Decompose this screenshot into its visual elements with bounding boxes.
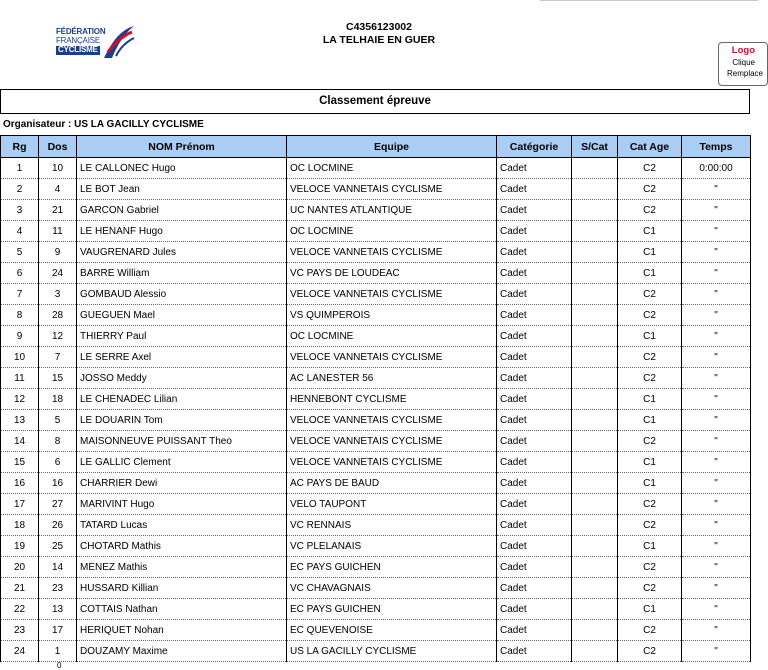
cell-nom: GOMBAUD Alessio [77,284,287,305]
cell-equipe: VC RENNAIS [287,515,497,536]
cell-rg: 5 [1,242,39,263]
col-categorie: Catégorie [497,136,572,158]
cell-categorie: Cadet [497,431,572,452]
cell-rg: 2 [1,179,39,200]
cell-temps: " [682,284,751,305]
cell-categorie: Cadet [497,263,572,284]
cell-categorie: Cadet [497,389,572,410]
cell-temps: " [682,410,751,431]
cell-dos: 5 [39,410,77,431]
cell-scat [572,221,618,242]
cell-scat [572,557,618,578]
cell-rg: 9 [1,326,39,347]
cell-nom: DOUZAMY Maxime [77,641,287,662]
cell-scat [572,494,618,515]
cell-equipe: VELOCE VANNETAIS CYCLISME [287,452,497,473]
cell-equipe: VELO TAUPONT [287,494,497,515]
cell-dos: 16 [39,473,77,494]
table-row [1,263,751,284]
cell-categorie: Cadet [497,221,572,242]
cell-dos: 13 [39,599,77,620]
col-rg: Rg [1,136,39,158]
cell-catage: C2 [618,494,682,515]
cell-dos: 1 [39,641,77,662]
cell-temps: " [682,347,751,368]
cell-nom: LE HENANF Hugo [77,221,287,242]
cell-catage: C2 [618,284,682,305]
cell-scat [572,326,618,347]
cell-rg: 17 [1,494,39,515]
cell-equipe: AC LANESTER 56 [287,368,497,389]
cell-catage: C1 [618,452,682,473]
cell-categorie: Cadet [497,536,572,557]
cell-equipe: VS QUIMPEROIS [287,305,497,326]
cell-rg: 1 [1,158,39,179]
cell-temps: " [682,221,751,242]
cell-equipe: HENNEBONT CYCLISME [287,389,497,410]
cell-catage: C2 [618,200,682,221]
cell-catage: C2 [618,431,682,452]
cell-temps: " [682,494,751,515]
cell-dos: 10 [39,158,77,179]
cell-catage: C1 [618,389,682,410]
cell-categorie: Cadet [497,515,572,536]
table-row [1,158,751,179]
cell-scat [572,536,618,557]
organizer-line: Organisateur : US LA GACILLY CYCLISME [3,119,204,130]
cell-scat [572,452,618,473]
cell-dos: 27 [39,494,77,515]
cell-dos: 23 [39,578,77,599]
cell-equipe: VELOCE VANNETAIS CYCLISME [287,410,497,431]
cell-catage: C1 [618,536,682,557]
cell-nom: LE SERRE Axel [77,347,287,368]
cell-nom: THIERRY Paul [77,326,287,347]
cell-categorie: Cadet [497,452,572,473]
cell-scat [572,263,618,284]
cell-equipe: OC LOCMINE [287,221,497,242]
cell-scat [572,347,618,368]
cell-scat [572,620,618,641]
cell-temps: " [682,305,751,326]
cell-nom: GUEGUEN Mael [77,305,287,326]
cell-catage: C2 [618,515,682,536]
cell-dos: 17 [39,620,77,641]
cell-nom: LE CHENADEC Lilian [77,389,287,410]
table-row [1,200,751,221]
cell-temps: " [682,200,751,221]
cell-catage: C1 [618,410,682,431]
table-row [1,578,751,599]
cell-catage: C2 [618,620,682,641]
cell-temps: " [682,578,751,599]
cell-equipe: VELOCE VANNETAIS CYCLISME [287,347,497,368]
logo-line-1: FÉDÉRATION [56,27,106,36]
cell-temps: " [682,536,751,557]
cell-nom: BARRE William [77,263,287,284]
col-catage: Cat Age [618,136,682,158]
cell-rg: 13 [1,410,39,431]
table-row [1,389,751,410]
cell-temps: " [682,326,751,347]
cell-categorie: Cadet [497,305,572,326]
cell-temps: " [682,620,751,641]
cell-dos: 18 [39,389,77,410]
cell-categorie: Cadet [497,326,572,347]
cell-categorie: Cadet [497,368,572,389]
cell-temps: " [682,263,751,284]
col-equipe: Equipe [287,136,497,158]
cell-dos: 24 [39,263,77,284]
table-row [1,347,751,368]
cell-catage: C2 [618,368,682,389]
cell-catage: C2 [618,305,682,326]
cell-rg: 3 [1,200,39,221]
header-row [1,136,751,158]
cell-equipe: VELOCE VANNETAIS CYCLISME [287,242,497,263]
cell-temps: " [682,242,751,263]
event-code: C4356123002 [346,21,412,33]
cell-categorie: Cadet [497,599,572,620]
cell-temps: " [682,431,751,452]
cell-scat [572,473,618,494]
cell-dos: 21 [39,200,77,221]
cell-catage: C1 [618,599,682,620]
cell-categorie: Cadet [497,410,572,431]
cell-equipe: VELOCE VANNETAIS CYCLISME [287,284,497,305]
cell-scat [572,599,618,620]
table-row [1,620,751,641]
cell-catage: C1 [618,263,682,284]
cell-rg: 4 [1,221,39,242]
cell-nom: GARCON Gabriel [77,200,287,221]
cell-nom: CHOTARD Mathis [77,536,287,557]
table-row [1,431,751,452]
cell-rg: 24 [1,641,39,662]
cell-categorie: Cadet [497,200,572,221]
cell-dos: 15 [39,368,77,389]
table-row [1,368,751,389]
cell-nom: HERIQUET Nohan [77,620,287,641]
cell-scat [572,158,618,179]
cell-scat [572,284,618,305]
cell-nom: COTTAIS Nathan [77,599,287,620]
cell-rg: 21 [1,578,39,599]
cell-equipe: EC PAYS GUICHEN [287,557,497,578]
cell-catage: C2 [618,557,682,578]
cell-catage: C1 [618,221,682,242]
table-row [1,305,751,326]
table-row [1,326,751,347]
cell-equipe: OC LOCMINE [287,326,497,347]
cell-equipe: VC CHAVAGNAIS [287,578,497,599]
cell-equipe: EC PAYS GUICHEN [287,599,497,620]
table-row [1,410,751,431]
table-row [1,284,751,305]
cell-equipe: VC PLELANAIS [287,536,497,557]
event-place: LA TELHAIE EN GUER [322,34,436,46]
cell-scat [572,389,618,410]
cell-scat [572,515,618,536]
cell-temps: " [682,473,751,494]
cell-temps: " [682,452,751,473]
table-row [1,452,751,473]
cell-temps: 0:00:00 [682,158,751,179]
cell-catage: C1 [618,242,682,263]
logo-line-2: FRANÇAISE [56,35,100,45]
cell-dos: 28 [39,305,77,326]
cell-nom: LE BOT Jean [77,179,287,200]
table-row [1,515,751,536]
cell-rg: 22 [1,599,39,620]
cell-catage: C1 [618,473,682,494]
cell-nom: JOSSO Meddy [77,368,287,389]
cell-temps: " [682,368,751,389]
cell-nom: MENEZ Mathis [77,557,287,578]
cell-rg: 12 [1,389,39,410]
cell-dos: 4 [39,179,77,200]
cell-equipe: VC PAYS DE LOUDEAC [287,263,497,284]
cell-dos: 14 [39,557,77,578]
cell-scat [572,179,618,200]
top-rule [540,0,758,1]
logo-placeholder-line2: Clique [732,58,755,67]
cell-dos: 11 [39,221,77,242]
cell-categorie: Cadet [497,494,572,515]
table-row [1,494,751,515]
cell-temps: " [682,641,751,662]
cell-dos: 8 [39,431,77,452]
trailing-mark: 0 [57,661,62,670]
cell-rg: 18 [1,515,39,536]
cell-rg: 11 [1,368,39,389]
cell-rg: 7 [1,284,39,305]
cell-nom: LE CALLONEC Hugo [77,158,287,179]
cell-categorie: Cadet [497,179,572,200]
cell-scat [572,242,618,263]
cell-scat [572,431,618,452]
cell-categorie: Cadet [497,158,572,179]
results-table [0,135,751,662]
col-scat: S/Cat [572,136,618,158]
cell-dos: 26 [39,515,77,536]
cell-categorie: Cadet [497,473,572,494]
table-row [1,473,751,494]
cell-catage: C1 [618,326,682,347]
cell-dos: 12 [39,326,77,347]
cell-categorie: Cadet [497,347,572,368]
cell-nom: CHARRIER Dewi [77,473,287,494]
page-title: Classement épreuve [0,89,750,114]
cell-rg: 10 [1,347,39,368]
cell-rg: 15 [1,452,39,473]
cell-dos: 9 [39,242,77,263]
logo-placeholder-line3: Remplace [726,69,763,78]
cell-equipe: UC NANTES ATLANTIQUE [287,200,497,221]
cell-temps: " [682,599,751,620]
cell-dos: 7 [39,347,77,368]
table-row [1,641,751,662]
cell-categorie: Cadet [497,578,572,599]
logo-placeholder[interactable] [718,42,768,86]
cell-nom: VAUGRENARD Jules [77,242,287,263]
cell-scat [572,578,618,599]
cell-rg: 19 [1,536,39,557]
cell-catage: C2 [618,578,682,599]
logo-line-3: CYCLISME [58,45,98,54]
cell-dos: 6 [39,452,77,473]
table-row [1,221,751,242]
cell-temps: " [682,515,751,536]
col-nom: NOM Prénom [77,136,287,158]
table-row [1,599,751,620]
cell-categorie: Cadet [497,641,572,662]
cell-rg: 6 [1,263,39,284]
logo-placeholder-title: Logo [731,45,755,56]
cell-scat [572,641,618,662]
cell-categorie: Cadet [497,620,572,641]
cell-equipe: EC QUEVENOISE [287,620,497,641]
cell-temps: " [682,557,751,578]
cell-dos: 25 [39,536,77,557]
table-row [1,536,751,557]
cell-temps: " [682,179,751,200]
cell-nom: MARIVINT Hugo [77,494,287,515]
cell-rg: 16 [1,473,39,494]
cell-rg: 14 [1,431,39,452]
cell-rg: 20 [1,557,39,578]
cell-nom: HUSSARD Killian [77,578,287,599]
cell-scat [572,305,618,326]
cell-catage: C2 [618,158,682,179]
table-row [1,179,751,200]
cell-equipe: AC PAYS DE BAUD [287,473,497,494]
cell-nom: TATARD Lucas [77,515,287,536]
cell-catage: C2 [618,347,682,368]
cell-scat [572,410,618,431]
cell-rg: 8 [1,305,39,326]
cell-categorie: Cadet [497,557,572,578]
cell-categorie: Cadet [497,284,572,305]
cell-nom: LE GALLIC Clement [77,452,287,473]
cell-temps: " [682,389,751,410]
cell-equipe: VELOCE VANNETAIS CYCLISME [287,431,497,452]
col-temps: Temps [682,136,751,158]
cell-categorie: Cadet [497,242,572,263]
cell-catage: C2 [618,641,682,662]
table-row [1,557,751,578]
cell-scat [572,368,618,389]
cell-nom: LE DOUARIN Tom [77,410,287,431]
cell-equipe: US LA GACILLY CYCLISME [287,641,497,662]
cell-rg: 23 [1,620,39,641]
cell-catage: C2 [618,179,682,200]
cell-equipe: VELOCE VANNETAIS CYCLISME [287,179,497,200]
cell-equipe: OC LOCMINE [287,158,497,179]
table-row [1,242,751,263]
cell-scat [572,200,618,221]
col-dos: Dos [39,136,77,158]
cell-dos: 3 [39,284,77,305]
cell-nom: MAISONNEUVE PUISSANT Theo [77,431,287,452]
